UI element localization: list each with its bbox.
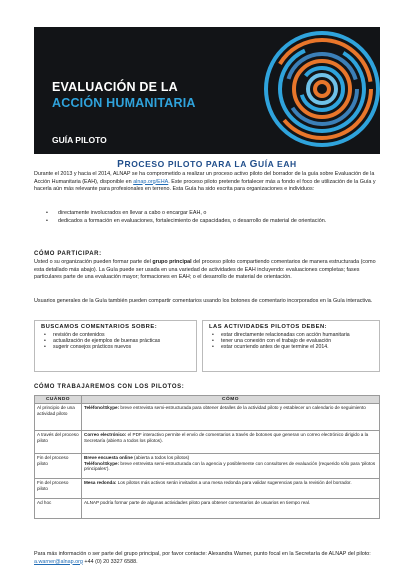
intro-paragraph: Durante el 2013 y hacia el 2014, ALNAP se ha comprometido a realizar un proceso activo piloto del borrador de la guía sobre Evaluación de la Acción Humanitaria (EAH), disponible en alnap.org/EHA. Este proceso piloto pretende fortalecer más a fondo el foco de utilización de la Guía y hacerla aún más relevante para profesionales en terreno. Esta Guía ha sido escrita para organizaciones e individuos: bbox=[34, 171, 376, 193]
table-row: Fin del proceso piloto Breve encuesta online (abierta a todos los pilotos) Teléfono/Skype: breve entrevista semi-estructurada con la agencia y posiblemente con consultores de evaluación (requerido sólo para 'pilotos principales'). bbox=[35, 454, 380, 479]
requirements-box-heading: LAS ACTIVIDADES PILOTOS DEBEN: bbox=[209, 324, 328, 330]
alnap-eha-link[interactable]: alnap.org/EHA bbox=[133, 178, 169, 185]
list-item: • estar ocurriendo antes de que termine el 2014. bbox=[211, 344, 375, 350]
requirements-box bbox=[202, 320, 380, 372]
table-row: Fin del proceso piloto Mesa redonda: Los pilotos más activos serán invitados a una mesa redonda para validar sugerencias para la revisión del borrador. bbox=[35, 479, 380, 499]
intro-bullet-list bbox=[44, 210, 374, 225]
list-item: • sugerir consejos prácticos nuevos bbox=[43, 344, 192, 350]
list-item: • directamente involucrados en llevar a cabo o encargar EAH, o bbox=[44, 210, 374, 218]
table-row: Ad hoc ALNAP podría formar parte de algunas actividades piloto para obtener comentarios de usuarios en tiempo real. bbox=[35, 499, 380, 519]
list-item: • dedicados a formación en evaluaciones, fortalecimiento de capacidades, o desarrollo de material de orientación. bbox=[44, 218, 374, 226]
feedback-box bbox=[34, 320, 197, 372]
contact-footer: Para más información o ser parte del grupo principal, por favor contacte: Alexandra Warner, punto focal en la Secretaría de ALNAP del piloto: a.warner@alnap.org +44 (0) 20 3327 6588. bbox=[34, 551, 371, 565]
page-title: PROCESO PILOTO PARA LA GUÍA EAH bbox=[117, 159, 297, 170]
participate-heading: CÓMO PARTICIPAR: bbox=[34, 251, 102, 257]
banner-title-line2: ACCIÓN HUMANITARIA bbox=[52, 96, 196, 110]
pilot-schedule-table bbox=[34, 395, 380, 519]
work-heading: CÓMO TRABAJAREMOS CON LOS PILOTOS: bbox=[34, 384, 185, 390]
list-item: • tener una conexión con el trabajo de evaluación bbox=[211, 338, 375, 344]
list-item: • revisión de contenidos bbox=[43, 332, 192, 338]
banner-title-line1: EVALUACIÓN DE LA bbox=[52, 80, 178, 94]
cover-banner bbox=[34, 27, 380, 154]
participate-paragraph-2: Usuarios generales de la Guía también pueden compartir comentarios usando los botones de comentario incorporados en la Guía interactiva. bbox=[34, 298, 373, 304]
table-header-when: CUÁNDO bbox=[35, 396, 82, 404]
feedback-box-heading: BUSCAMOS COMENTARIOS SOBRE: bbox=[41, 324, 158, 330]
concentric-rings-graphic bbox=[230, 27, 380, 154]
banner-subtitle: GUÍA PILOTO bbox=[52, 135, 107, 145]
participate-paragraph: Usted o su organización pueden formar parte del grupo principal del proceso piloto compartiendo comentarios de manera estructurada (como esta detallado más abajo). La Guía puede ser usada en una variedad de actividades de EAH incluyendo: evaluaciones completas; fases particulares parte de una evaluación mayor; formaciones en EAH; o el desarrollo de material de orientación. bbox=[34, 259, 376, 281]
list-item: • actualización de ejemplos de buenas prácticas bbox=[43, 338, 192, 344]
table-row: A través del proceso piloto Correo electrónico: el PDF interactivo permite el envío de comentarios a través de botones que generan un correo electrónico dirigido a la Secretaría (abierto a todos los pilotos). bbox=[35, 431, 380, 454]
table-header-how: CÓMO bbox=[82, 396, 380, 404]
table-row: Al principio de una actividad piloto Teléfono/Skype: breve entrevista semi-estructurada para obtener detalles de la actividad piloto y establecer un calendario de seguimiento bbox=[35, 404, 380, 431]
list-item: • estar directamente relacionadas con acción humanitaria bbox=[211, 332, 375, 338]
contact-email-link[interactable]: a.warner@alnap.org bbox=[34, 558, 83, 565]
